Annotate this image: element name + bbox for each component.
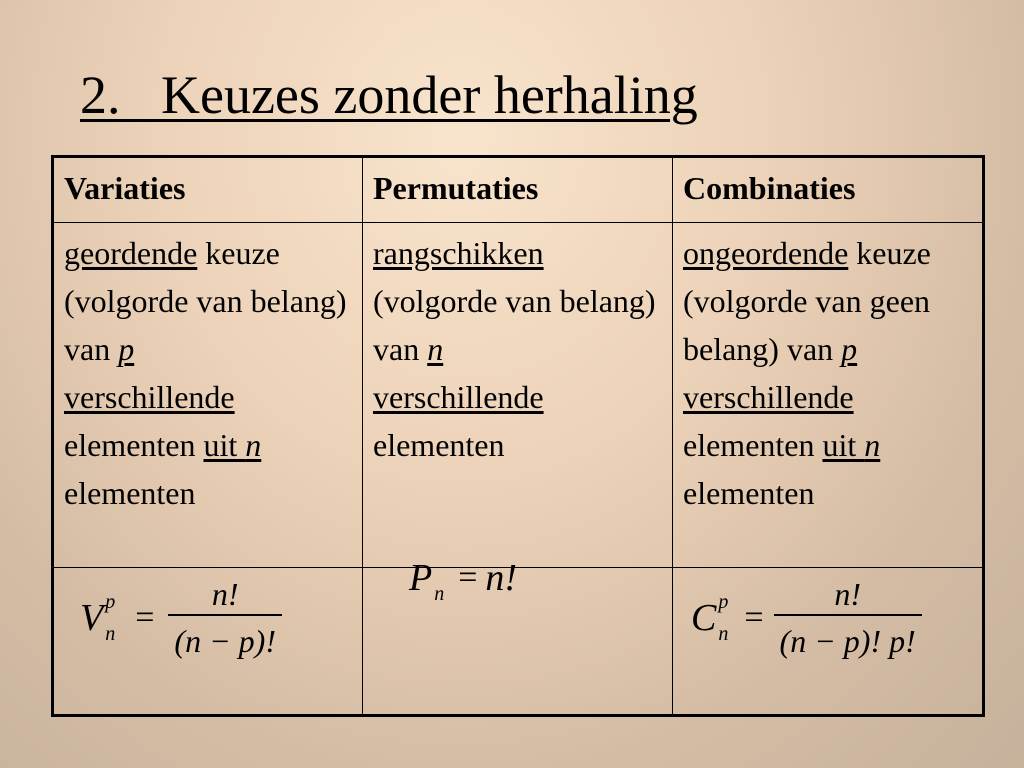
- header-variaties: Variaties: [53, 157, 363, 223]
- variaties-p: p: [118, 331, 135, 367]
- description-row: [53, 223, 984, 568]
- combinaties-uit: uit n: [822, 427, 881, 463]
- combinaties-n: n: [864, 427, 881, 463]
- c-symbol: C: [691, 597, 717, 639]
- v-subscript: n: [105, 623, 116, 645]
- combinaties-formula: [683, 574, 972, 662]
- p-equals: =: [458, 559, 478, 596]
- variaties-formula: [64, 574, 352, 662]
- combinaties-text-2: elementen: [683, 427, 823, 463]
- combinaties-description: [673, 223, 984, 568]
- combinaties-text-1: keuze (volgorde van geen belang) van: [683, 235, 931, 367]
- v-numerator: n!: [211, 576, 239, 612]
- permutaties-formula-cell: [363, 557, 673, 716]
- variaties-description: [53, 223, 363, 568]
- c-superscript: p: [718, 591, 729, 613]
- variaties-text-3: elementen: [64, 475, 196, 511]
- v-equals: =: [135, 599, 155, 636]
- permutaties-formula: [373, 554, 662, 605]
- formula-row: [53, 568, 984, 716]
- permutaties-text-2: elementen: [373, 427, 505, 463]
- variaties-uit: uit n: [203, 427, 262, 463]
- combinaties-formula-cell: [673, 568, 984, 716]
- variaties-keyword: geordende: [64, 235, 198, 271]
- slide-title: 2. Keuzes zonder herhaling: [80, 65, 698, 125]
- variaties-verschillende: verschillende: [64, 379, 235, 415]
- c-denominator: (n − p)! p!: [774, 614, 922, 662]
- variaties-text-1: keuze (volgorde van belang) van: [64, 235, 347, 367]
- variaties-text-2: elementen: [64, 427, 204, 463]
- p-subscript: n: [434, 583, 445, 605]
- combinaties-keyword: ongeordende: [683, 235, 849, 271]
- combinaties-verschillende: verschillende: [683, 379, 854, 415]
- combinaties-text-3: elementen: [683, 475, 815, 511]
- permutaties-verschillende: verschillende: [373, 379, 544, 415]
- variaties-formula-cell: [53, 568, 363, 716]
- header-permutaties: Permutaties: [363, 157, 673, 223]
- header-combinaties: Combinaties: [673, 157, 984, 223]
- c-fraction: [774, 574, 922, 662]
- keuzes-table: [51, 155, 985, 717]
- combinaties-p: p: [841, 331, 858, 367]
- permutaties-text-1: (volgorde van belang) van: [373, 283, 656, 367]
- v-symbol: V: [80, 597, 104, 639]
- v-fraction: [168, 574, 282, 662]
- p-symbol: P: [409, 557, 433, 599]
- c-numerator: n!: [834, 576, 861, 612]
- header-row: [53, 157, 984, 223]
- c-equals: =: [744, 599, 764, 636]
- p-rhs: n!: [485, 557, 518, 599]
- permutaties-description: [363, 223, 673, 568]
- c-subscript: n: [718, 623, 729, 645]
- v-superscript: p: [105, 591, 116, 613]
- permutaties-keyword: rangschikken: [373, 235, 544, 271]
- v-denominator: (n − p)!: [168, 614, 282, 662]
- permutaties-n: n: [427, 331, 444, 367]
- variaties-n: n: [245, 427, 262, 463]
